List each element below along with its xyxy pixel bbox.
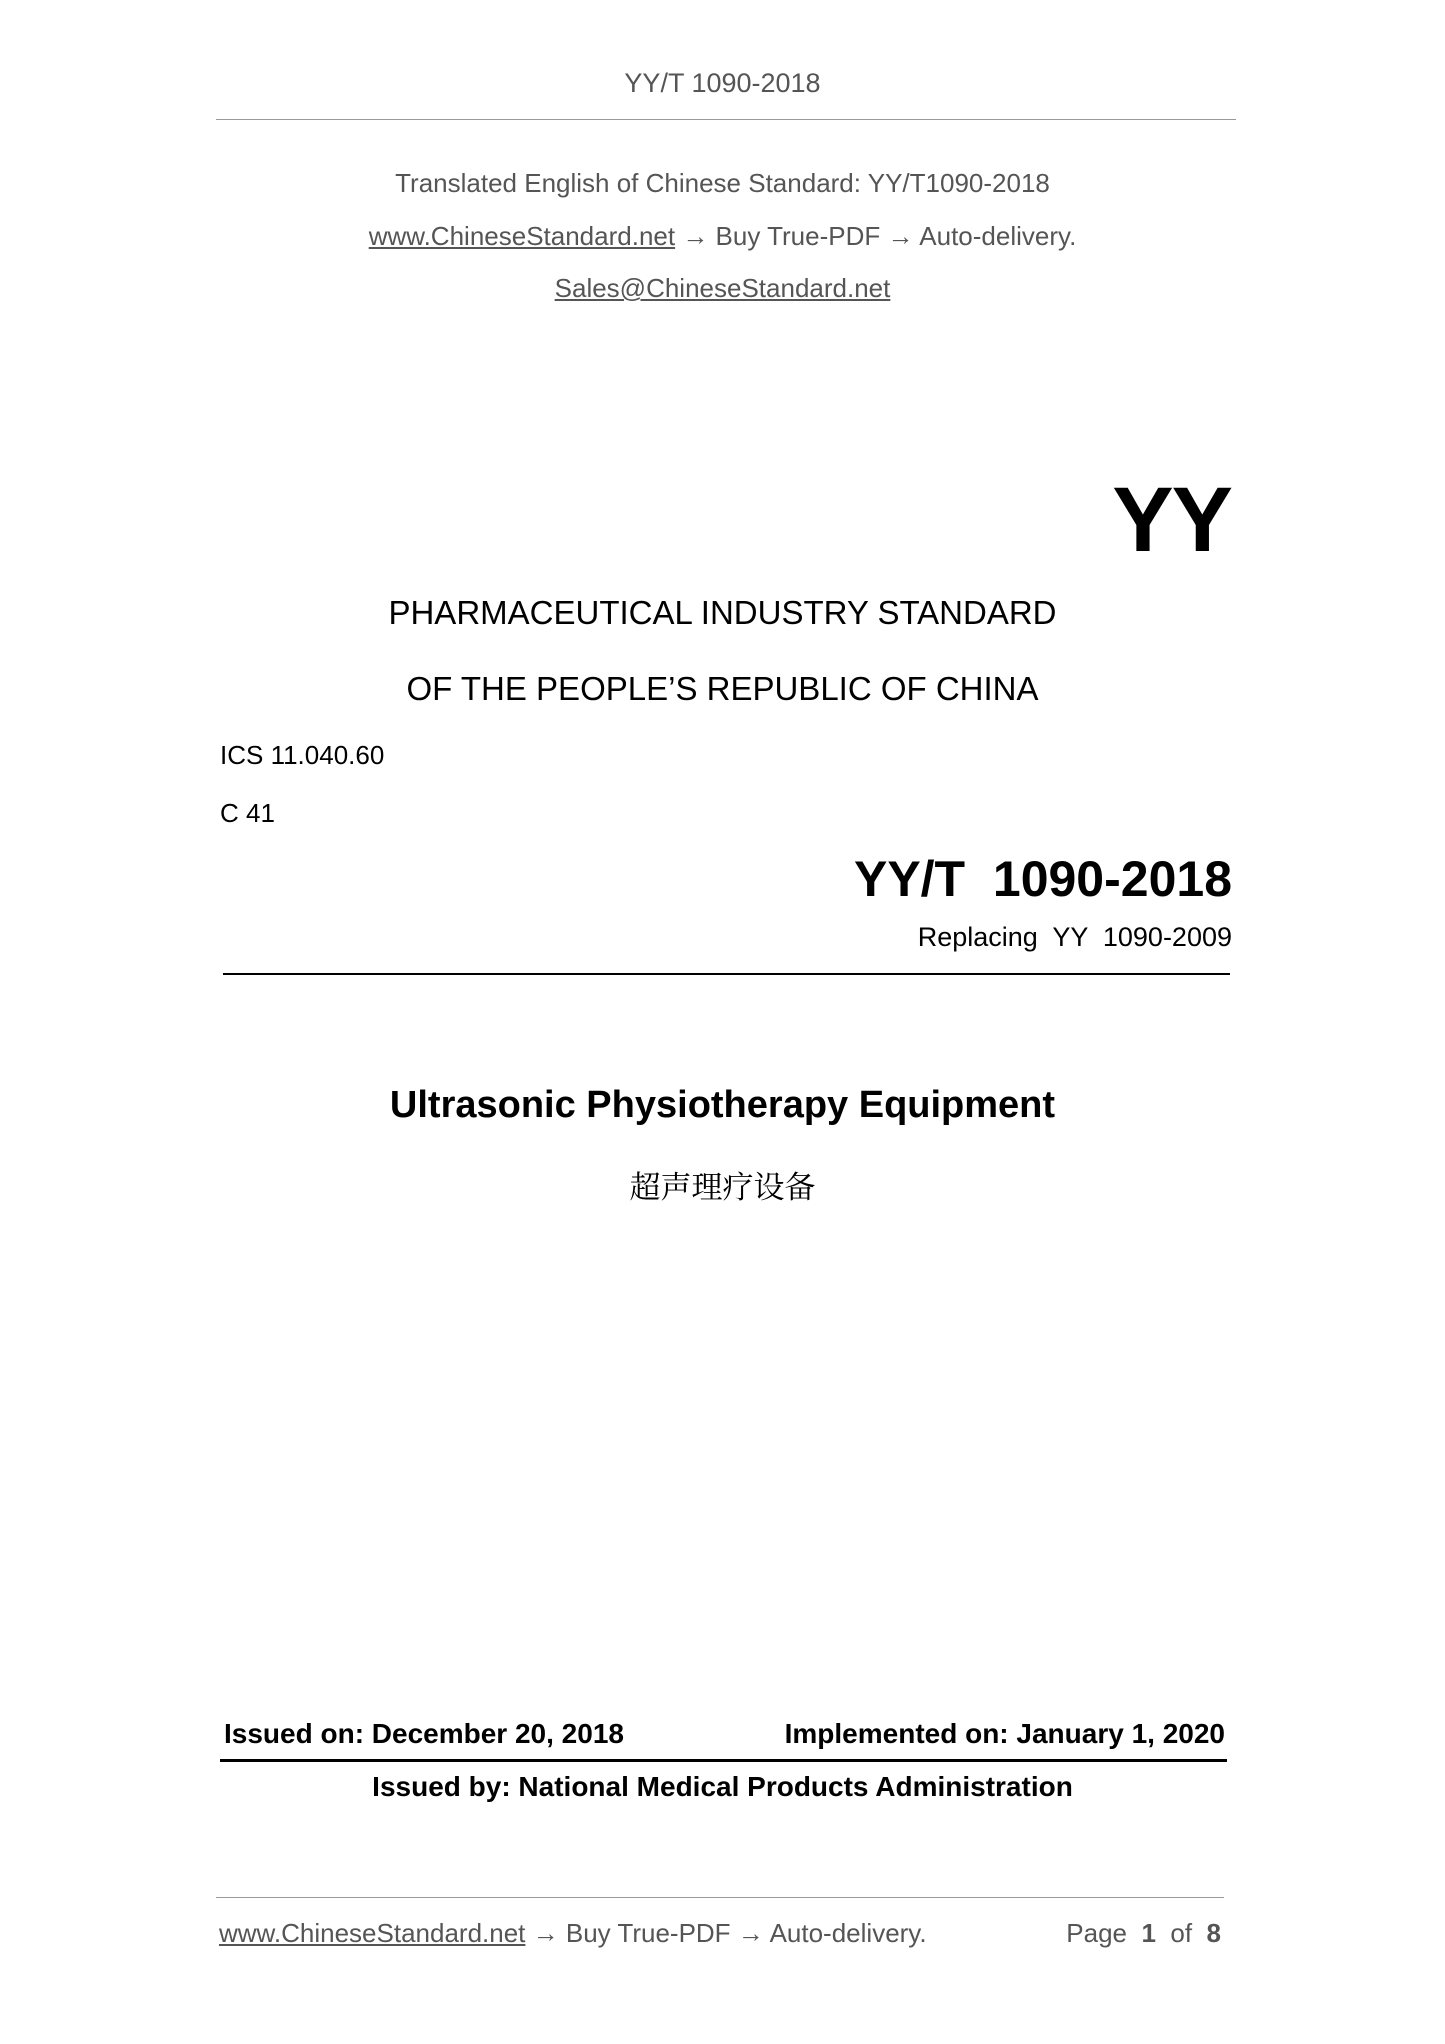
dates-divider [220,1759,1227,1762]
page-label: Page [1066,1918,1128,1948]
footer-promo-rest: → Buy True-PDF → Auto-delivery. [525,1918,927,1948]
title-chinese: 超声理疗设备 [629,1170,816,1206]
page-indicator [1066,1918,1221,1949]
running-header: YY/T 1090-2018 [624,68,821,98]
promo-line-1: Translated English of Chinese Standard: YY/T1090-2018 [395,168,1050,198]
promo-line-3 [0,273,1445,304]
header-divider [216,119,1236,120]
ccs-code: C 41 [220,798,275,828]
email-link[interactable]: Sales@ChineseStandard.net [554,273,891,303]
implemented-on: Implemented on: January 1, 2020 [784,1718,1225,1749]
number-divider [223,973,1230,975]
footer-divider [216,1897,1224,1898]
issued-on: Issued on: December 20, 2018 [224,1718,624,1749]
footer-promo [219,1918,927,1949]
footer-site-link[interactable]: www.ChineseStandard.net [219,1918,526,1948]
standard-number: YY/T 1090-2018 [853,851,1232,907]
promo-line-2-rest: → Buy True-PDF → Auto-delivery. [675,221,1077,251]
issuer-line-2: OF THE PEOPLE’S REPUBLIC OF CHINA [406,670,1039,707]
ics-code: ICS 11.040.60 [220,740,385,770]
page-total: 8 [1206,1918,1221,1948]
promo-line-2 [0,221,1445,252]
page-number: 1 [1141,1918,1156,1948]
standard-mark: YY [1112,469,1231,571]
site-link[interactable]: www.ChineseStandard.net [368,221,676,251]
title-english: Ultrasonic Physiotherapy Equipment [389,1084,1056,1126]
replacing-note: Replacing YY 1090-2009 [917,922,1232,952]
of-label: of [1170,1918,1193,1948]
issued-by: Issued by: National Medical Products Administration [372,1771,1073,1802]
issuer-line-1: PHARMACEUTICAL INDUSTRY STANDARD [388,594,1057,631]
